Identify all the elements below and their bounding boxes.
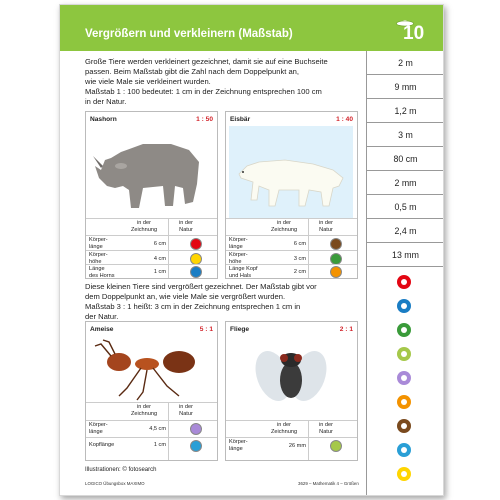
color-dot: [330, 440, 342, 452]
col-head-nature: in der Natur: [179, 404, 193, 417]
row-value: 1 cm: [153, 269, 166, 275]
row-label: Körper- höhe: [89, 252, 108, 265]
header-bar: [60, 5, 443, 51]
answer-chip[interactable]: 2 m: [367, 51, 444, 75]
col-head-drawing: in der Zeichnung: [130, 404, 158, 417]
answer-column: [366, 51, 444, 495]
middle-line: Maßstab 3 : 1 heißt: 3 cm in der Zeichnung entsprechen 1 cm in: [85, 302, 301, 311]
polar-bear-card: [225, 111, 358, 279]
row-value: 6 cm: [293, 241, 306, 247]
footer-left: LOGICO Übungsbox MAXIMO: [85, 481, 145, 486]
ant-card: [85, 321, 218, 461]
color-ring[interactable]: [397, 371, 411, 385]
color-ring[interactable]: [397, 395, 411, 409]
row-value: 1 cm: [153, 442, 166, 448]
footer-right: 3629 – Mathematik 4 – Größen: [298, 481, 359, 486]
col-head-nature: in der Natur: [179, 220, 193, 233]
color-ring[interactable]: [397, 443, 411, 457]
card-scale: 2 : 1: [339, 326, 353, 333]
card-title: Fliege: [230, 326, 250, 333]
color-dot: [190, 238, 202, 250]
row-value: 4,5 cm: [149, 426, 166, 432]
row-label: Körper- länge: [229, 439, 248, 452]
fly-card: [225, 321, 358, 461]
answer-chip[interactable]: 80 cm: [367, 147, 444, 171]
image-credit: Illustrationen: © fotosearch: [85, 467, 157, 473]
middle-line: der Natur.: [85, 312, 119, 321]
answer-chip[interactable]: 2 mm: [367, 171, 444, 195]
middle-line: dem Doppelpunkt an, wie viele Male sie vergrößert wurden.: [85, 292, 286, 301]
row-label: Körper- länge: [89, 237, 108, 250]
color-ring[interactable]: [397, 323, 411, 337]
col-head-nature: in der Natur: [319, 422, 333, 435]
answer-chip[interactable]: 1,2 m: [367, 99, 444, 123]
intro-line: wie viele Male sie verkleinert wurden.: [85, 77, 211, 86]
middle-line: Diese kleinen Tiere sind vergrößert gezeichnet. Der Maßstab gibt vor: [85, 282, 317, 291]
card-title: Ameise: [90, 326, 114, 333]
intro-line: passen. Beim Maßstab gibt die Zahl nach dem Doppelpunkt an,: [85, 67, 300, 76]
answer-chip[interactable]: 2,4 m: [367, 219, 444, 243]
row-value: 6 cm: [153, 241, 166, 247]
card-title: Nashorn: [90, 116, 117, 123]
row-value: 4 cm: [153, 256, 166, 262]
row-value: 26 mm: [288, 443, 306, 449]
fly-image: [229, 336, 353, 416]
row-value: 3 cm: [293, 256, 306, 262]
ant-image: [89, 336, 213, 402]
card-scale: 1 : 40: [336, 116, 353, 123]
intro-line: Maßstab 1 : 100 bedeutet: 1 cm in der Zeichnung entsprechen 100 cm: [85, 87, 322, 96]
card-scale: 1 : 50: [196, 116, 213, 123]
card-title: Eisbär: [230, 116, 251, 123]
card-scale: 5 : 1: [199, 326, 213, 333]
answer-chip[interactable]: 0,5 m: [367, 195, 444, 219]
answer-chip[interactable]: 9 mm: [367, 75, 444, 99]
col-head-nature: in der Natur: [319, 220, 333, 233]
intro-line: in der Natur.: [85, 97, 127, 106]
rhino-image: [89, 126, 213, 218]
color-dot: [190, 266, 202, 278]
col-head-drawing: in der Zeichnung: [270, 422, 298, 435]
color-dot: [190, 440, 202, 452]
row-label: Länge Kopf und Hals: [229, 266, 258, 279]
color-ring[interactable]: [397, 275, 411, 289]
row-value: 2 cm: [293, 269, 306, 275]
col-head-drawing: in der Zeichnung: [270, 220, 298, 233]
color-dot: [330, 266, 342, 278]
color-ring[interactable]: [397, 299, 411, 313]
color-dot: [190, 423, 202, 435]
row-label: Körper- länge: [89, 422, 108, 435]
row-label: Körper- länge: [229, 237, 248, 250]
col-head-drawing: in der Zeichnung: [130, 220, 158, 233]
color-ring[interactable]: [397, 419, 411, 433]
row-label: Körper- höhe: [229, 252, 248, 265]
answer-chip[interactable]: 3 m: [367, 123, 444, 147]
row-label: Kopflänge: [89, 442, 115, 448]
worksheet-number: 10: [403, 23, 425, 44]
color-dot: [330, 238, 342, 250]
rhino-card: [85, 111, 218, 279]
worksheet-card: [59, 4, 444, 496]
color-ring[interactable]: [397, 347, 411, 361]
color-ring[interactable]: [397, 467, 411, 481]
polar-bear-image: [229, 126, 353, 218]
answer-chip[interactable]: 13 mm: [367, 243, 444, 267]
worksheet-title: Vergrößern und verkleinern (Maßstab): [85, 28, 293, 40]
intro-line: Große Tiere werden verkleinert gezeichnet, damit sie auf eine Buchseite: [85, 57, 328, 66]
row-label: Länge des Horns: [89, 266, 115, 279]
